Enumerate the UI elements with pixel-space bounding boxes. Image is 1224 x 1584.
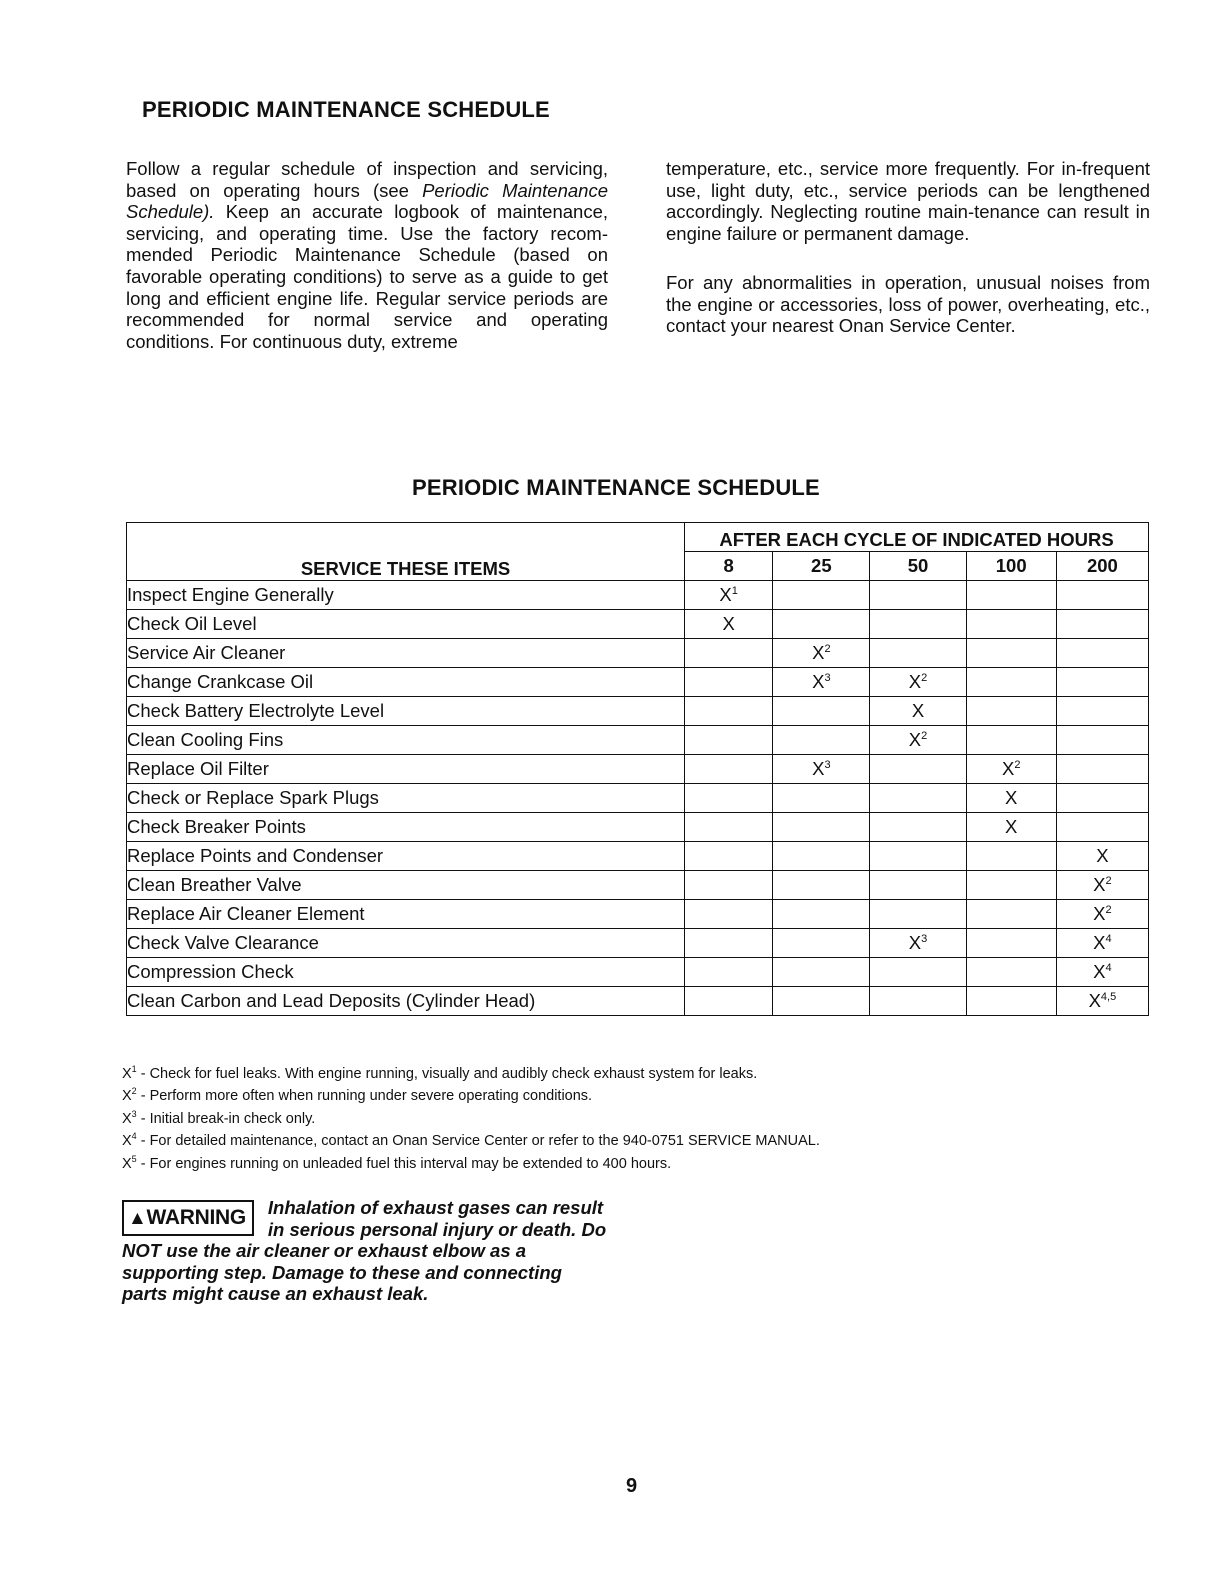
table-row [127, 813, 1149, 842]
service-item: Check Valve Clearance [127, 929, 685, 958]
schedule-cell [1056, 813, 1148, 842]
table-row [127, 697, 1149, 726]
table-row [127, 784, 1149, 813]
schedule-mark-footnote: 2 [1105, 903, 1112, 916]
schedule-cell [685, 842, 773, 871]
schedule-cell [966, 929, 1056, 958]
schedule-cell [966, 726, 1056, 755]
schedule-mark: X [908, 729, 922, 750]
schedule-mark: X [719, 584, 732, 605]
schedule-cell [685, 755, 773, 784]
schedule-mark-footnote: 4,5 [1100, 990, 1117, 1003]
schedule-cell [1056, 726, 1148, 755]
schedule-mark: X [1093, 961, 1106, 982]
schedule-cell [1056, 581, 1148, 610]
footnote-text: - For engines running on unleaded fuel this interval may be extended to 400 hours. [136, 1155, 672, 1172]
schedule-cell [1056, 871, 1148, 900]
schedule-cell [773, 871, 870, 900]
warning-badge [122, 1200, 254, 1236]
schedule-cell [773, 784, 870, 813]
schedule-mark-footnote: 3 [824, 758, 831, 771]
schedule-cell [870, 755, 966, 784]
schedule-cell [966, 697, 1056, 726]
maintenance-schedule-table [126, 522, 1149, 1016]
table-row [127, 639, 1149, 668]
footnote-mark: X [122, 1088, 132, 1105]
service-item: Check Oil Level [127, 610, 685, 639]
schedule-mark: X [1088, 990, 1101, 1011]
schedule-cell [966, 871, 1056, 900]
page-heading: PERIODIC MAINTENANCE SCHEDULE [142, 97, 550, 122]
schedule-mark: X [722, 613, 735, 634]
schedule-cell [870, 842, 966, 871]
schedule-cell [966, 987, 1056, 1016]
footnote-number: 1 [131, 1064, 137, 1074]
footnote-mark: X [122, 1133, 132, 1150]
schedule-cell [1056, 929, 1148, 958]
schedule-mark: X [911, 700, 925, 721]
schedule-cell [1056, 697, 1148, 726]
schedule-cell [685, 697, 773, 726]
schedule-cell [773, 697, 870, 726]
table-row [127, 668, 1149, 697]
service-item: Replace Air Cleaner Element [127, 900, 685, 929]
table-row [127, 929, 1149, 958]
schedule-mark: X [908, 671, 922, 692]
page-number: 9 [626, 1475, 638, 1497]
service-item: Compression Check [127, 958, 685, 987]
schedule-cell [870, 958, 966, 987]
intro-p1-start: Follow a regular schedule of inspection and servicing, based on operating hours (see [126, 158, 608, 201]
schedule-cell [966, 668, 1056, 697]
intro-paragraph-3: For any abnormalities in operation, unusual noises from the engine or accessories, loss of power, overheating, etc., contact your nearest Onan Service Center. [666, 272, 1150, 337]
schedule-mark: X [1005, 787, 1018, 808]
schedule-cell [685, 987, 773, 1016]
footnote [122, 1106, 820, 1128]
schedule-cell [870, 987, 966, 1016]
table-row [127, 726, 1149, 755]
schedule-cell [685, 639, 773, 668]
schedule-cell [1056, 668, 1148, 697]
schedule-mark: X [908, 932, 922, 953]
footnotes [122, 1061, 820, 1173]
schedule-cell [966, 842, 1056, 871]
schedule-cell [966, 755, 1056, 784]
schedule-mark-footnote: 2 [824, 642, 831, 655]
service-item: Change Crankcase Oil [127, 668, 685, 697]
intro-paragraph-2: temperature, etc., service more frequently. For in-frequent use, light duty, etc., service periods can be lengthened accordingly. Neglecting routine main-tenance can result in engine failure or permanent damage. [666, 158, 1150, 244]
intro-p1-italic: Periodic Maintenance Schedule). [126, 179, 609, 223]
service-item: Clean Cooling Fins [127, 726, 685, 755]
service-item: Check Battery Electrolyte Level [127, 697, 685, 726]
schedule-cell [870, 813, 966, 842]
footnote-number: 5 [131, 1153, 137, 1164]
schedule-cell [773, 581, 870, 610]
schedule-mark-footnote: 2 [921, 729, 928, 742]
schedule-cell [1056, 639, 1148, 668]
table-row [127, 987, 1149, 1016]
schedule-mark-footnote: 3 [824, 671, 831, 684]
footnote [122, 1128, 820, 1150]
schedule-mark: X [1096, 845, 1109, 866]
schedule-cell [870, 639, 966, 668]
schedule-cell [966, 813, 1056, 842]
schedule-mark-footnote: 2 [921, 671, 928, 684]
table-row [127, 755, 1149, 784]
footnote-text: - For detailed maintenance, contact an Onan Service Center or refer to the 940-0751 SERVICE MANUAL. [136, 1133, 820, 1150]
schedule-cell [773, 668, 870, 697]
schedule-cell [773, 813, 870, 842]
schedule-cell [685, 958, 773, 987]
schedule-cell [685, 668, 773, 697]
schedule-cell [685, 581, 773, 610]
table-row [127, 871, 1149, 900]
schedule-cell [773, 929, 870, 958]
schedule-cell [1056, 610, 1148, 639]
hour-column-header: 100 [966, 552, 1056, 581]
hours-header: AFTER EACH CYCLE OF INDICATED HOURS [685, 523, 1149, 552]
schedule-cell [685, 871, 773, 900]
schedule-cell [685, 929, 773, 958]
schedule-cell [1056, 755, 1148, 784]
schedule-cell [773, 842, 870, 871]
hour-column-header: 8 [685, 552, 773, 581]
schedule-cell [1056, 784, 1148, 813]
schedule-body [127, 581, 1149, 1016]
table-row [127, 581, 1149, 610]
schedule-cell [1056, 958, 1148, 987]
schedule-cell [1056, 987, 1148, 1016]
schedule-cell [685, 784, 773, 813]
schedule-cell [773, 726, 870, 755]
footnote [122, 1151, 820, 1173]
schedule-cell [773, 958, 870, 987]
footnote-number: 3 [131, 1108, 137, 1119]
warning-label: WARNING [146, 1206, 246, 1229]
footnote-mark: X [122, 1110, 132, 1127]
footnote-mark: X [122, 1155, 132, 1172]
hour-column-header: 200 [1056, 552, 1148, 581]
schedule-cell [685, 813, 773, 842]
schedule-cell [966, 784, 1056, 813]
schedule-mark-footnote: 4 [1105, 961, 1112, 974]
schedule-mark-footnote: 3 [921, 932, 928, 945]
schedule-mark: X [1093, 874, 1106, 895]
schedule-mark-footnote: 4 [1105, 932, 1112, 945]
intro-p1-end: Keep an accurate logbook of maintenance, servicing, and operating time. Use the factory recom-mended Periodic Maintenance Schedule (based on favorable operating conditions) to serve as a guide to get long and efficient engine life. Regular service periods are recommended for normal service and operating conditions. For continuous duty, extreme [126, 201, 608, 352]
schedule-cell [870, 784, 966, 813]
schedule-mark: X [812, 671, 825, 692]
schedule-cell [966, 610, 1056, 639]
items-column-header: SERVICE THESE ITEMS [127, 523, 685, 581]
schedule-cell [870, 668, 966, 697]
schedule-cell [773, 610, 870, 639]
warning-block [122, 1197, 608, 1305]
footnote-number: 4 [131, 1131, 137, 1142]
schedule-cell [773, 987, 870, 1016]
schedule-mark: X [812, 758, 825, 779]
schedule-cell [870, 697, 966, 726]
schedule-cell [1056, 900, 1148, 929]
schedule-cell [773, 755, 870, 784]
table-row [127, 610, 1149, 639]
service-item: Check or Replace Spark Plugs [127, 784, 685, 813]
table-header-row-1 [127, 523, 1149, 552]
footnote [122, 1061, 820, 1083]
footnote-text: - Initial break-in check only. [136, 1110, 316, 1127]
schedule-mark: X [1001, 758, 1015, 779]
warning-triangle-icon: ▲ [128, 1208, 147, 1229]
schedule-mark: X [812, 642, 825, 663]
service-item: Replace Points and Condenser [127, 842, 685, 871]
schedule-cell [966, 639, 1056, 668]
table-row [127, 900, 1149, 929]
warning-text: Inhalation of exhaust gases can result in serious personal injury or death. Do NOT use the air cleaner or exhaust elbow as a supporting step. Damage to these and connecting parts might cause an exhaust leak. [122, 1197, 607, 1304]
schedule-mark-footnote: 2 [1105, 874, 1112, 887]
schedule-cell [685, 610, 773, 639]
footnote [122, 1083, 820, 1105]
schedule-cell [1056, 842, 1148, 871]
service-item: Inspect Engine Generally [127, 581, 685, 610]
footnote-mark: X [122, 1065, 132, 1082]
schedule-mark: X [1093, 903, 1106, 924]
schedule-cell [870, 929, 966, 958]
schedule-cell [685, 726, 773, 755]
hour-column-header: 50 [870, 552, 966, 581]
schedule-cell [870, 581, 966, 610]
footnote-text: - Check for fuel leaks. With engine running, visually and audibly check exhaust system for leaks. [136, 1065, 758, 1082]
service-item: Clean Breather Valve [127, 871, 685, 900]
service-item: Replace Oil Filter [127, 755, 685, 784]
table-row [127, 958, 1149, 987]
intro-paragraph-1 [126, 158, 608, 352]
schedule-cell [870, 726, 966, 755]
table-row [127, 842, 1149, 871]
schedule-cell [870, 900, 966, 929]
schedule-cell [870, 610, 966, 639]
service-item: Service Air Cleaner [127, 639, 685, 668]
schedule-cell [773, 639, 870, 668]
schedule-mark-footnote: 2 [1014, 758, 1021, 771]
schedule-cell [685, 900, 773, 929]
schedule-cell [966, 958, 1056, 987]
table-heading: PERIODIC MAINTENANCE SCHEDULE [412, 475, 820, 500]
footnote-text: - Perform more often when running under severe operating conditions. [136, 1088, 593, 1105]
schedule-mark: X [1005, 816, 1018, 837]
service-item: Check Breaker Points [127, 813, 685, 842]
schedule-cell [966, 581, 1056, 610]
footnote-number: 2 [131, 1086, 137, 1097]
schedule-cell [966, 900, 1056, 929]
hour-column-header: 25 [773, 552, 870, 581]
service-item: Clean Carbon and Lead Deposits (Cylinder Head) [127, 987, 685, 1016]
schedule-mark: X [1093, 932, 1106, 953]
schedule-cell [870, 871, 966, 900]
schedule-cell [773, 900, 870, 929]
schedule-mark-footnote: 1 [731, 584, 738, 597]
